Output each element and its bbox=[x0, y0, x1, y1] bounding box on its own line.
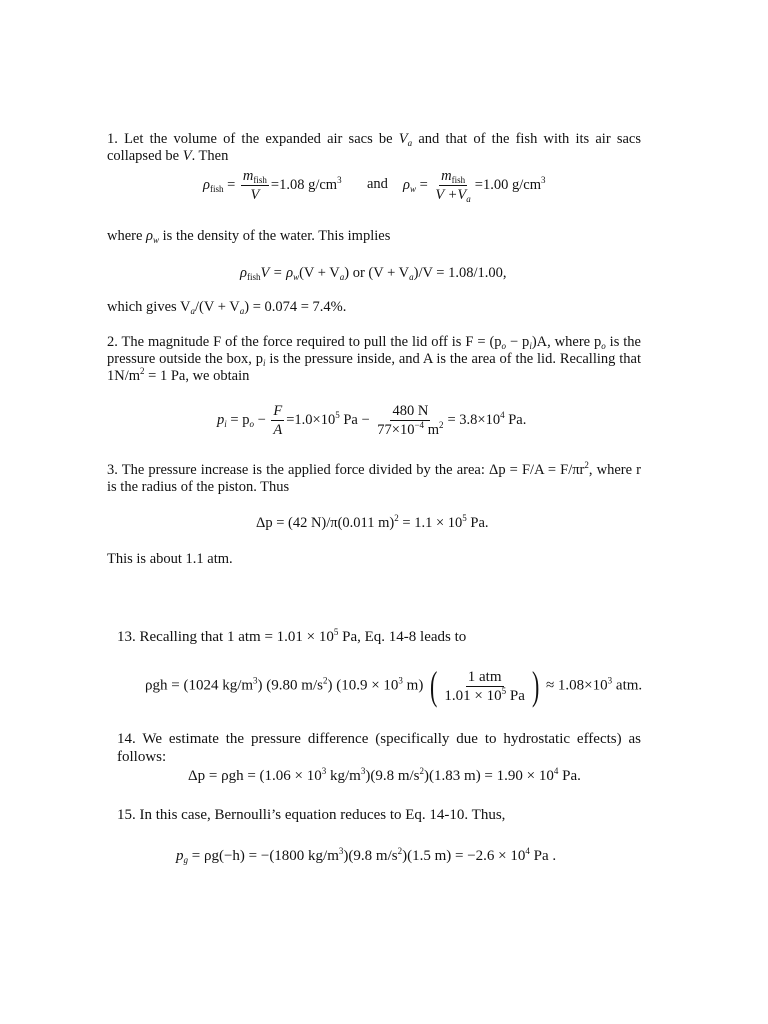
problem-1-where: where $\rho_w$ is the density of the water. This implies bbox=[107, 228, 391, 245]
problem-3-about: This is about 1.1 atm. bbox=[107, 551, 233, 567]
problem-13-text: 13. Recalling that 1 atm = $1.01 \times 10^5$ Pa, Eq. 14-8 leads to bbox=[117, 627, 467, 645]
problem-3-text: 3. The pressure increase is the applied force divided by the area: $\Delta p = F/A = F/\pi r^2$, where r is the radius of the piston. Thus bbox=[107, 460, 641, 495]
problem-14-text: 14. We estimate the pressure difference (specifically due to hydrostatic effects) as follows: bbox=[117, 731, 641, 765]
problem-1-intro: 1. Let the volume of the expanded air sacs be $V_a$ and that of the fish with its air sacs collapsed be V. Then bbox=[107, 131, 642, 164]
equation-hydrostatic-atm: ρgh = (1024 $kg/m^3$) (9.80 $m/s^2$) ($10.9 \times 10^3$ m) ( $\frac{\text{1 atm}}{1.01 \times 10^5 Pa}$ ) ≈ $1.08\times 10^3$ atm. bbox=[145, 663, 643, 708]
problem-1-result: which gives $V_a/(V + V_a) = 0.074 = 7.4\%$. bbox=[107, 299, 347, 316]
equation-inside-pressure: $p_i = p_o$ − $\frac{F}{A}$ $=1.0\times 10^5$ Pa − $\frac{480 N}{77\times 10^{-4} m^2}$ = $3.8\times 10^4$ Pa. bbox=[217, 403, 527, 438]
equation-fish-density: $\rho_{fish}$ = $\frac{m_{fish}}{V}$ =1.08 $g/cm^3$ bbox=[203, 168, 342, 203]
equation-gauge-pressure: $p_g = \rho g(-h) = -(1800$ $kg/m^3)(9.8$ $m/s^2)(1.5$ $m) = -2.6 \times 10^4$ Pa . bbox=[176, 846, 557, 865]
equation-pressure-increase: Δp = (42 N)/π(0.011 $m)^2 = 1.1 \times 10^5$ Pa. bbox=[256, 513, 489, 531]
problem-15-text: 15. In this case, Bernoulli’s equation reduces to Eq. 14-10. Thus, bbox=[117, 807, 506, 823]
equation-pressure-difference: $\Delta p = \rho gh = (1.06 \times 10^3$ $kg/m^3)(9.8$ $m/s^2)(1.83$ $m) = 1.90 \times 10^4$ Pa. bbox=[188, 766, 581, 784]
equation-volume-ratio: $\rho_{fish}V = \rho_w(V + V_a)$ or $(V + V_a)/V = 1.08/1.00$, bbox=[240, 265, 507, 282]
problem-2-text: 2. The magnitude F of the force required to pull the lid off is $F = (p_o - p_i)A$, where $p_o$ is the pressure outside the box, $p_i$ is the pressure inside, and A is the area of the lid. Recalling that $1N/m^2 = 1$ Pa, we obtain bbox=[107, 334, 641, 384]
equation-water-density: $\rho_w$ = $\frac{m_{fish}}{V +V_a}$ =1.00 $g/cm^3$ bbox=[403, 168, 546, 204]
equation-and: and bbox=[367, 176, 388, 192]
